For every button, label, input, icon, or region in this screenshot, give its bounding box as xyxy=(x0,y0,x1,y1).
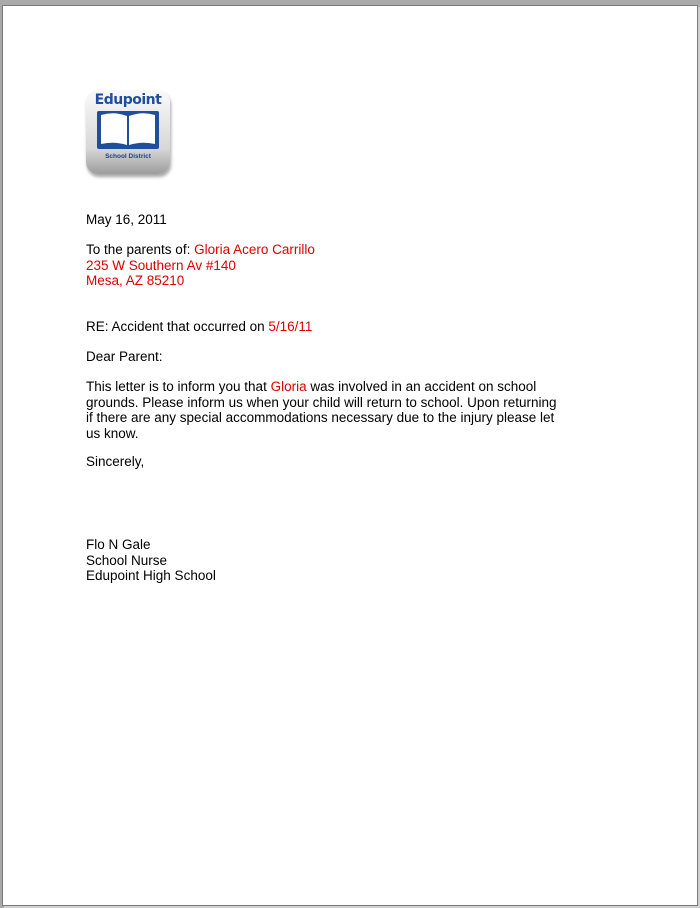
to-label: To the parents of: xyxy=(86,242,195,257)
subject-line xyxy=(86,319,312,335)
letter-page xyxy=(2,5,698,906)
signer-title: School Nurse xyxy=(86,552,168,568)
accident-date: 5/16/11 xyxy=(268,319,313,334)
logo-title: Edupoint xyxy=(94,92,162,108)
student-name: Gloria Acero Carrillo xyxy=(194,242,315,257)
re-label: RE: Accident that occurred on xyxy=(86,319,269,334)
body-before: This letter is to inform you that xyxy=(86,379,271,394)
closing: Sincerely, xyxy=(86,454,145,469)
address-line1: 235 W Southern Av #140 xyxy=(86,257,236,273)
signer-name: Flo N Gale xyxy=(86,537,151,552)
letter-date: May 16, 2011 xyxy=(86,212,167,227)
address-line2: Mesa, AZ 85210 xyxy=(86,273,185,288)
letter-body xyxy=(86,379,566,441)
signer-school: Edupoint High School xyxy=(86,568,216,583)
logo-subtitle: School District xyxy=(105,153,151,160)
body-after: was involved in an accident on school grounds. Please inform us when your child will return to school. Upon returning if there are any special accommodations necessary due to the injury please let us know. xyxy=(86,379,557,441)
salutation: Dear Parent: xyxy=(86,349,163,364)
open-book-icon xyxy=(96,110,160,150)
recipient-line xyxy=(86,242,315,258)
school-district-logo xyxy=(86,90,170,174)
student-first-name: Gloria xyxy=(270,379,307,394)
